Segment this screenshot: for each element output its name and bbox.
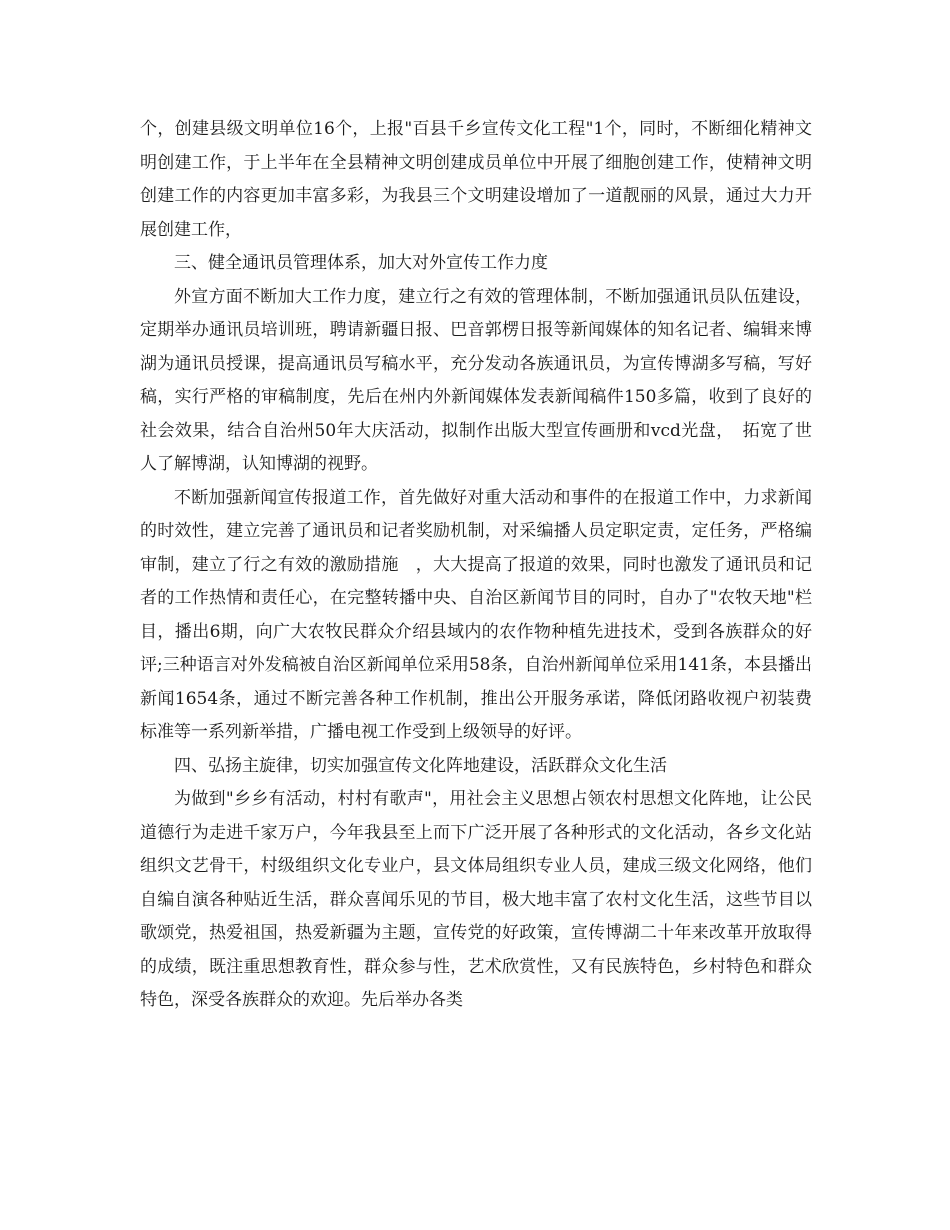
section-heading-three: 三、健全通讯员管理体系，加大对外宣传工作力度 <box>174 253 548 273</box>
paragraph-news-reporting: 不断加强新闻宣传报道工作，首先做好对重大活动和事件的在报道工作中，力求新闻的时效性，建立完善了通讯员和记者奖励机制，对采编播人员定职定责，定任务，严格编审制，建立了行之有效的激励措施 ，大大提高了报道的效果，同时也激发了通讯员和记者的工作热情和责任心，在完整转播中央、自治区新闻节目的同时，自办了"农牧天地"栏目，播出6期，向广大农牧民群众介绍县域内的农作物种植先进技术，受到各族群众的好评;三种语言对外发稿被自治区新闻单位采用58条，自治州新闻单位采用141条，本县播出新闻1654条，通过不断完善各种工作机制，推出公开服务承诺，降低闭路收视户初装费标准等一系列新举措，广播电视工作受到上级领导的好评。 <box>140 487 812 742</box>
paragraph-cultural-activities: 为做到"乡乡有活动，村村有歌声"，用社会主义思想占领农村思想文化阵地，让公民道德行为走进千家万户，今年我县至上而下广泛开展了各种形式的文化活动，各乡文化站组织文艺骨干，村级组织文化专业户，县文体局组织专业人员，建成三级文化网络，他们自编自演各种贴近生活，群众喜闻乐见的节目，极大地丰富了农村文化生活，这些节目以歌颂党，热爱祖国，热爱新疆为主题，宣传党的好政策，宣传博湖二十年来改革开放取得的成绩，既注重思想教育性，群众参与性，艺术欣赏性，又有民族特色，乡村特色和群众特色，深受各族群众的欢迎。先后举办各类 <box>140 789 812 1010</box>
document-page <box>140 113 812 1018</box>
paragraph-continuation: 个，创建县级文明单位16个，上报"百县千乡宣传文化工程"1个，同时，不断细化精神文明创建工作，于上半年在全县精神文明创建成员单位中开展了细胞创建工作，使精神文明创建工作的内容更加丰富多彩，为我县三个文明建设增加了一道靓丽的风景，通过大力开展创建工作， <box>140 119 812 240</box>
section-heading-four: 四、弘扬主旋律，切实加强宣传文化阵地建设，活跃群众文化生活 <box>174 755 667 776</box>
paragraph-external-publicity: 外宣方面不断加大工作力度，建立行之有效的管理体制，不断加强通讯员队伍建设，定期举办通讯员培训班，聘请新疆日报、巴音郭楞日报等新闻媒体的知名记者、编辑来博湖为通讯员授课，提高通讯员写稿水平，充分发动各族通讯员，为宣传博湖多写稿，写好稿，实行严格的审稿制度，先后在州内外新闻媒体发表新闻稿件150多篇，收到了良好的社会效果，结合自治州50年大庆活动，拟制作出版大型宣传画册和vcd光盘， 拓宽了世人了解博湖，认知博湖的视野。 <box>140 286 812 474</box>
